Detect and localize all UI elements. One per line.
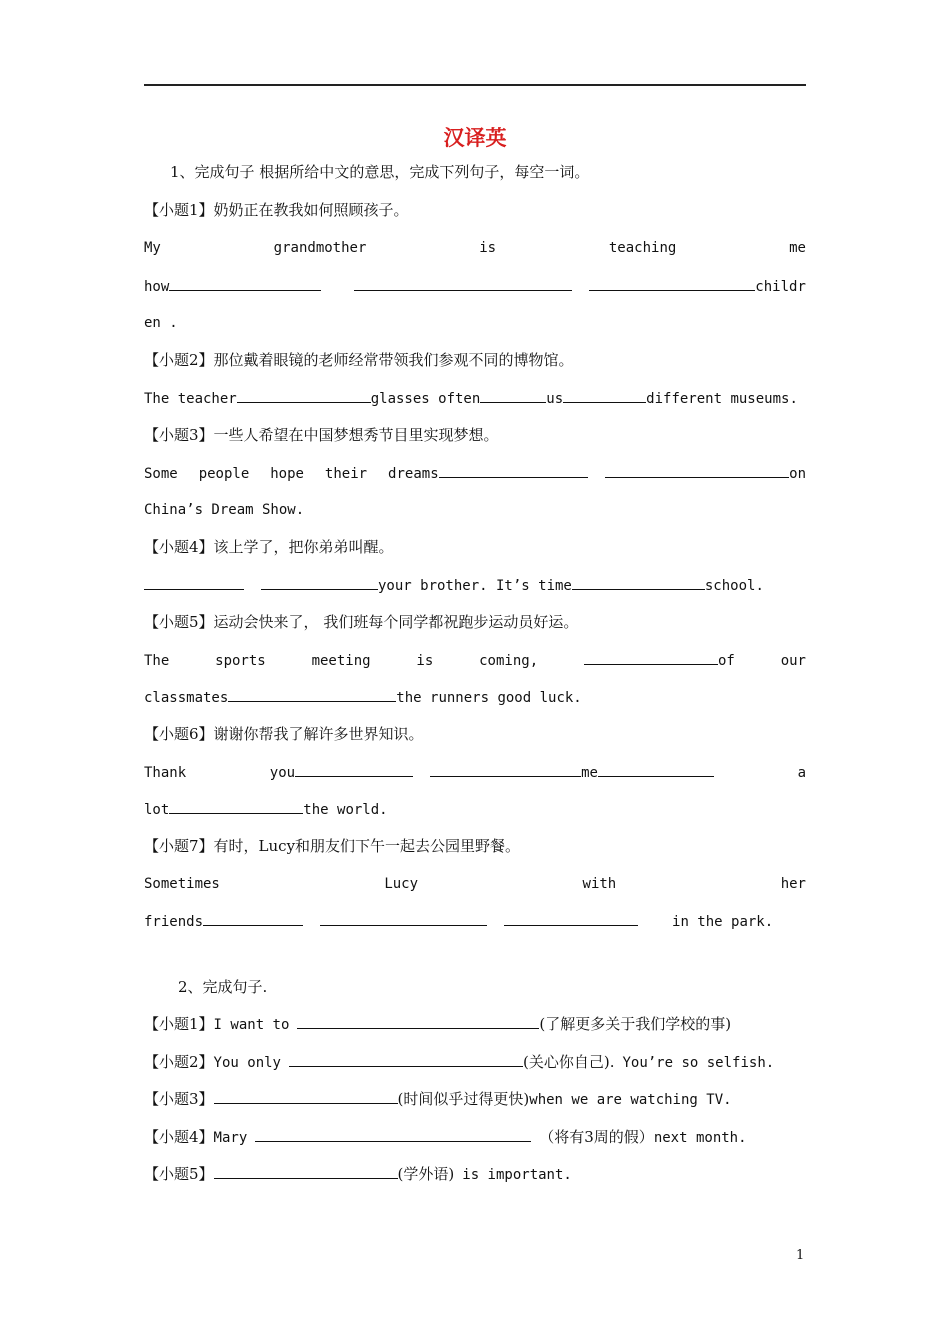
section2-heading: 2、完成句子. [178,978,268,996]
q3-answer-line2: China’s Dream Show. [144,502,305,518]
q5-word: coming, [479,653,539,669]
q2-text: The teacher [144,391,237,407]
q3-answer-line1 [144,461,806,485]
q7-answer-line2 [144,909,806,933]
q1-word: is [479,240,497,256]
q3-text: on [789,466,806,482]
s2-q2-tag: 【小题2】 [144,1053,214,1071]
answer-blank[interactable] [169,274,321,291]
s2-q5-line [144,1162,806,1186]
q7-answer-line1 [144,872,806,896]
q1-answer-line2 [144,274,806,298]
q6-text: the world. [303,802,388,818]
q5-answer-line2 [144,685,806,709]
q1-prompt [144,198,806,222]
s2-q1-before: I want to [213,1017,290,1033]
answer-blank[interactable] [430,760,581,777]
q1-word: teaching [608,240,677,256]
answer-blank[interactable] [203,909,303,926]
page-title: 汉译英 [443,126,507,150]
answer-blank[interactable] [480,386,546,403]
s2-q5-hint: (学外语) [397,1165,455,1183]
answer-blank[interactable] [169,797,303,814]
answer-blank[interactable] [598,760,714,777]
q1-answer-line3: en . [144,315,178,331]
answer-blank[interactable] [563,386,646,403]
q5-tag: 【小题5】 [144,613,214,631]
q2-chinese: 那位戴着眼镜的老师经常带领我们参观不同的博物馆。 [213,351,574,369]
s2-q3-after: when we are watching TV. [529,1092,732,1108]
answer-blank[interactable] [295,760,413,777]
q1-word: My [144,240,161,256]
s2-q1-hint: (了解更多关于我们学校的事) [539,1015,732,1033]
s2-q2-line [144,1050,806,1074]
q4-text: your brother. It’s time [378,578,572,594]
q6-text: me [581,765,598,781]
q2-answer-line [144,386,806,410]
s2-q3-tag: 【小题3】 [144,1090,214,1108]
q5-chinese: 运动会快来了， 我们班每个同学都祝跑步运动员好运。 [213,613,579,631]
page-number: 1 [796,1248,805,1263]
q3-word: their [324,466,368,482]
section1-heading: 1、完成句子 根据所给中文的意思，完成下列句子，每空一词。 [170,163,590,181]
q6-tag: 【小题6】 [144,725,214,743]
header-rule [144,84,806,86]
q7-text: friends [144,914,204,930]
answer-blank[interactable] [572,573,705,590]
answer-blank[interactable] [297,1012,539,1029]
q6-text: you [269,765,296,781]
q5-word: of [717,653,735,669]
answer-blank[interactable] [584,648,718,665]
s2-q1-line [144,1012,806,1036]
q6-chinese: 谢谢你帮我了解许多世界知识。 [213,725,424,743]
answer-blank[interactable] [255,1125,531,1142]
s2-q5-after: is important. [462,1167,572,1183]
answer-blank[interactable] [605,461,789,478]
answer-blank[interactable] [214,1162,398,1179]
q6-text: lot [144,802,170,818]
s2-q2-before: You only [213,1055,281,1071]
q4-text: school. [704,578,764,594]
q1-answer-line1 [144,236,806,260]
q6-answer-line2 [144,797,806,821]
q5-text: classmates [144,690,229,706]
q5-word: The [144,653,170,669]
q6-prompt [144,722,806,746]
q3-prompt [144,423,806,447]
answer-blank[interactable] [354,274,572,291]
q2-text: glasses often [370,391,481,407]
q3-word: Some [144,466,178,482]
q7-word: Lucy [384,876,419,892]
answer-blank[interactable] [214,1087,398,1104]
q7-prompt [144,834,806,858]
s2-q1-tag: 【小题1】 [144,1015,214,1033]
q7-word: her [780,876,806,892]
answer-blank[interactable] [439,461,589,478]
q5-word: sports [215,653,266,669]
q1-text: childr [755,279,806,295]
q3-tag: 【小题3】 [144,426,214,444]
answer-blank[interactable] [589,274,755,291]
q7-text: in the park. [672,914,774,930]
q4-tag: 【小题4】 [144,538,214,556]
s2-q4-hint: （将有3周的假） [539,1128,654,1146]
q3-word: hope [270,466,304,482]
s2-q4-tag: 【小题4】 [144,1128,214,1146]
q7-word: Sometimes [144,876,220,892]
answer-blank[interactable] [228,685,396,702]
q4-chinese: 该上学了，把你弟弟叫醒。 [213,538,394,556]
q2-text: us [546,391,564,407]
q2-text: different museums. [646,391,798,407]
s2-q4-before: Mary [213,1130,248,1146]
q1-word: me [789,240,806,256]
s2-q3-hint: (时间似乎过得更快) [397,1090,530,1108]
answer-blank[interactable] [144,573,244,590]
q6-text: a [797,765,806,781]
s2-q4-line [144,1125,806,1149]
q5-text: the runners good luck. [396,690,582,706]
s2-q2-hint: (关心你自己). [522,1053,615,1071]
s2-q4-after: next month. [653,1130,747,1146]
q6-answer-line1 [144,760,806,784]
answer-blank[interactable] [237,386,371,403]
q3-word: people [198,466,250,482]
answer-blank[interactable] [504,909,638,926]
s2-q5-tag: 【小题5】 [144,1165,214,1183]
s2-q2-after: You’re so selfish. [622,1055,775,1071]
answer-blank[interactable] [289,1050,523,1067]
q7-word: with [582,876,617,892]
q5-prompt [144,610,806,634]
q3-chinese: 一些人希望在中国梦想秀节目里实现梦想。 [213,426,499,444]
q2-tag: 【小题2】 [144,351,214,369]
q7-chinese: 有时，Lucy和朋友们下午一起去公园里野餐。 [213,837,521,855]
s2-q3-line [144,1087,806,1111]
q1-text: how [144,279,170,295]
q3-word: dreams [388,466,439,482]
q7-tag: 【小题7】 [144,837,214,855]
q4-prompt [144,535,806,559]
answer-blank[interactable] [261,573,378,590]
q4-answer-line [144,573,806,597]
q5-word: is [416,653,434,669]
q6-text: Thank [144,765,187,781]
q1-tag: 【小题1】 [144,201,214,219]
answer-blank[interactable] [320,909,487,926]
q1-word: grandmother [273,240,367,256]
q5-word: meeting [311,653,371,669]
q2-prompt [144,348,806,372]
q5-answer-line1 [144,648,806,672]
q5-word: our [780,653,806,669]
q1-chinese: 奶奶正在教我如何照顾孩子。 [213,201,409,219]
